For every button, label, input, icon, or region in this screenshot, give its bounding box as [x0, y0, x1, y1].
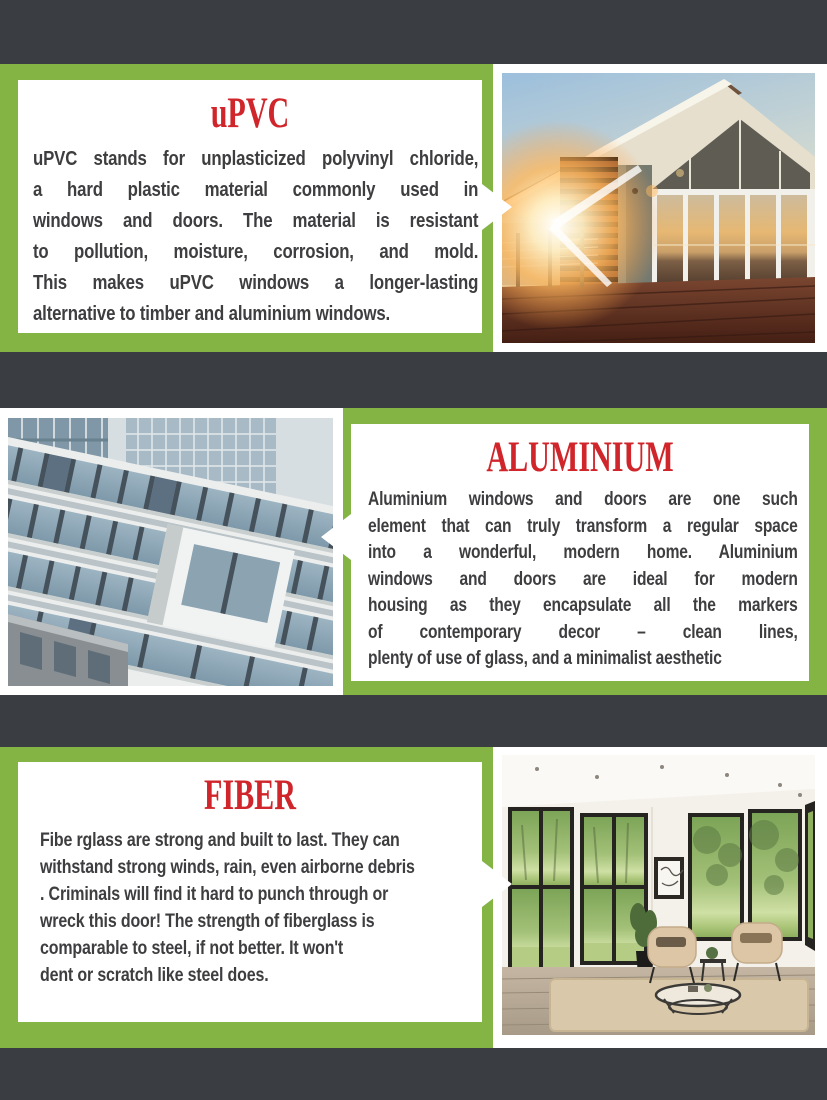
text-line: housing as they encapsulate all the markers [368, 595, 798, 616]
text-line: Fibe rglass are strong and built to last. They can [40, 829, 400, 851]
bottom-dark-band [0, 1048, 827, 1100]
aluminium-body [368, 487, 798, 673]
aluminium-image-card [0, 408, 343, 695]
aluminium-text-card [351, 424, 809, 681]
divider-dark-band-2 [0, 695, 827, 747]
upvc-body [33, 143, 478, 329]
text-line: This makes uPVC windows a longer-lasting [33, 271, 479, 294]
card-arrow-right-icon [482, 861, 512, 907]
section-aluminium [0, 408, 827, 695]
upvc-image-card [493, 64, 827, 352]
text-line: . Criminals will find it hard to punch through or [40, 883, 389, 905]
section-fiber [0, 747, 827, 1048]
upvc-photo [502, 73, 815, 343]
upvc-text-card [18, 80, 482, 333]
text-line: windows and doors. The material is resistant [33, 209, 479, 232]
text-line: Aluminium windows and doors are one such [368, 489, 798, 510]
section-upvc [0, 64, 827, 352]
fiber-image-card [493, 747, 827, 1048]
card-arrow-right-icon [482, 184, 512, 230]
text-line: a hard plastic material commonly used in [33, 178, 479, 201]
text-line: plenty of use of glass, and a minimalist aesthetic [368, 648, 722, 669]
top-dark-band [0, 0, 827, 64]
text-line: of contemporary decor – clean lines, [368, 621, 798, 643]
upvc-heading: uPVC [210, 90, 290, 137]
aluminium-photo [8, 418, 333, 686]
text-line: alternative to timber and aluminium windows. [33, 302, 391, 325]
text-line: uPVC stands for unplasticized polyvinyl chloride, [33, 147, 479, 170]
text-line: to pollution, moisture, corrosion, and mold. [33, 240, 479, 263]
text-line: withstand strong winds, rain, even airborne debris [40, 856, 415, 878]
fiber-photo [502, 755, 815, 1035]
text-line: comparable to steel, if not better. It won't [40, 937, 344, 959]
text-line: windows and doors are ideal for modern [368, 568, 798, 590]
divider-dark-band-1 [0, 352, 827, 408]
text-line: dent or scratch like steel does. [40, 964, 269, 986]
fiber-body [40, 827, 478, 989]
text-line: into a wonderful, modern home. Aluminium [368, 542, 798, 563]
aluminium-heading: ALUMINIUM [486, 434, 674, 481]
card-arrow-left-icon [321, 514, 351, 560]
text-line: wreck this door! The strength of fiberglass is [40, 910, 375, 932]
fiber-heading: FIBER [203, 772, 296, 819]
fiber-text-card [18, 762, 482, 1022]
text-line: element that can truly transform a regular space [368, 515, 798, 537]
